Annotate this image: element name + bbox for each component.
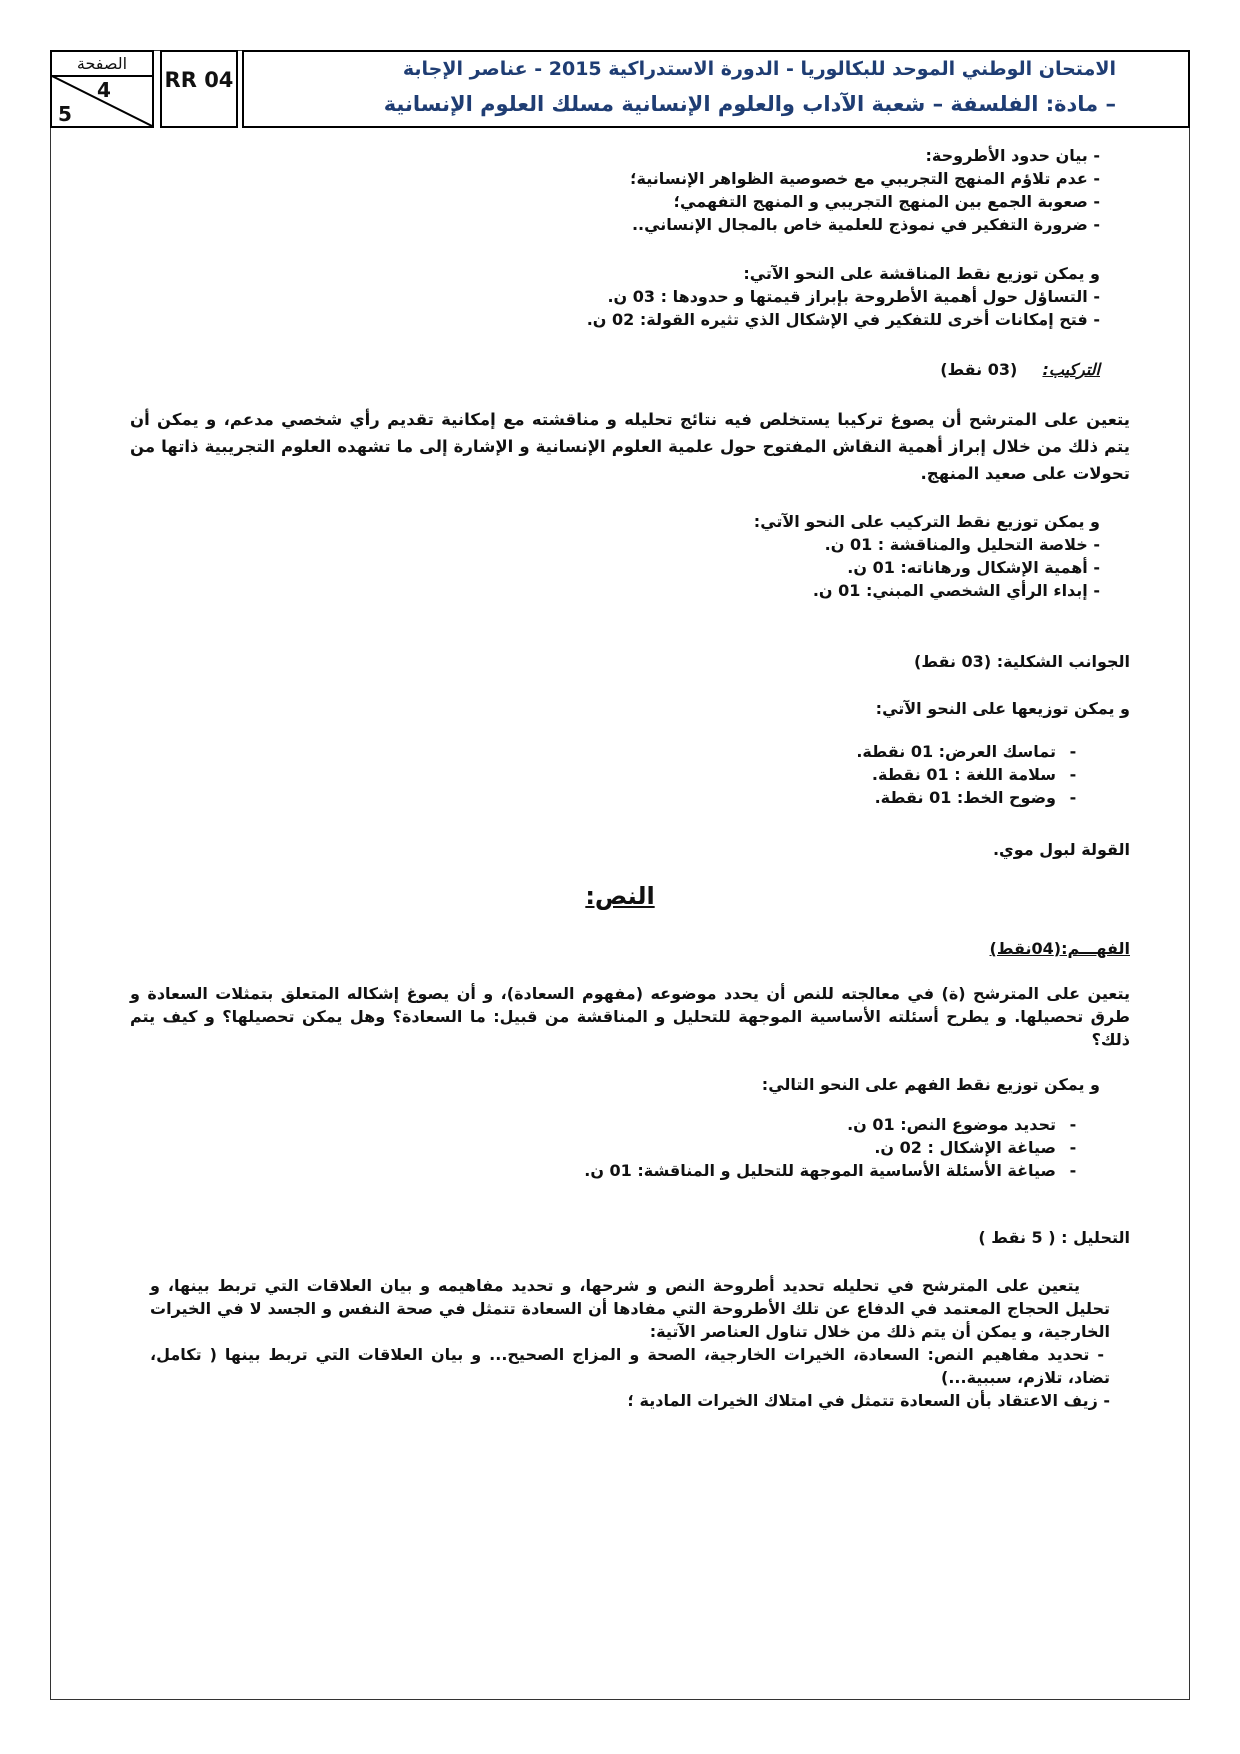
text-section-title: النص: xyxy=(585,882,655,910)
limits-intro: - بيان حدود الأطروحة: xyxy=(925,146,1100,165)
synthesis-item: - إبداء الرأي الشخصي المبني: 01 ن. xyxy=(812,581,1100,600)
limits-item: - عدم تلاؤم المنهج التجريبي مع خصوصية الظواهر الإنسانية؛ xyxy=(630,169,1100,188)
limits-item: - ضرورة التفكير في نموذج للعلمية خاص بالمجال الإنساني.. xyxy=(631,215,1100,234)
synthesis-points: (03 نقط) xyxy=(940,360,1018,379)
discussion-item: - التساؤل حول أهمية الأطروحة بإبراز قيمتها و حدودها : 03 ن. xyxy=(607,287,1100,306)
synthesis-heading-row xyxy=(130,358,1130,381)
quote-author: القولة لبول موي. xyxy=(992,840,1130,859)
page-current: 4 xyxy=(97,78,111,102)
comprehension-items xyxy=(130,1113,1130,1182)
synthesis-item: - خلاصة التحليل والمناقشة : 01 ن. xyxy=(824,535,1100,554)
formal-heading: الجوانب الشكلية: (03 نقط) xyxy=(914,652,1130,671)
comprehension-heading-row xyxy=(130,937,1130,960)
discussion-intro: و يمكن توزيع نقط المناقشة على النحو الآتي: xyxy=(743,264,1100,283)
page-number-box xyxy=(50,50,154,128)
page-label: الصفحة xyxy=(52,53,152,77)
synthesis-paragraph: يتعين على المترشح أن يصوغ تركيبا يستخلص فيه نتائج تحليله و مناقشته مع إمكانية تقديم رأي شخصي مدعم، و يمكن أن يتم ذلك من خلال إبراز أهمية النقاش المفتوح حول علمية العلوم الإنسانية و الإشارة إلى ما تشهده العلوم التجريبية ذاتها من تحولات على صعيد المنهج. xyxy=(130,410,1130,483)
comprehension-item: - صياغة الإشكال : 02 ن. xyxy=(874,1138,1077,1157)
analysis-paragraph: يتعين على المترشح في تحليله تحديد أطروحة النص و شرحها، و تحديد مفاهيمه و بيان العلاقات التي تربط بينها، و تحليل الحجاج المعتمد في الدفاع عن تلك الأطروحة التي مفادها أن السعادة تتمثل في صحة النفس و الجسد لا في الخيرات الخارجية، و يمكن أن يتم ذلك من خلال تناول العناصر الآتية: xyxy=(150,1276,1110,1341)
formal-item: - تماسك العرض: 01 نقطة. xyxy=(856,742,1077,761)
formal-item: - سلامة اللغة : 01 نقطة. xyxy=(871,765,1077,784)
comprehension-dist-intro: و يمكن توزيع نقط الفهم على النحو التالي: xyxy=(761,1075,1100,1094)
exam-code: RR 04 xyxy=(160,50,238,128)
formal-items xyxy=(130,740,1130,809)
analysis-item: - زيف الاعتقاد بأن السعادة تتمثل في امتلاك الخيرات المادية ؛ xyxy=(627,1391,1110,1410)
limits-item: - صعوبة الجمع بين المنهج التجريبي و المنهج التفهمي؛ xyxy=(673,192,1100,211)
title-line-1: الامتحان الوطني الموحد للبكالوريا - الدورة الاستدراكية 2015 - عناصر الإجابة xyxy=(402,58,1116,80)
comprehension-item: - صياغة الأسئلة الأساسية الموجهة للتحليل و المناقشة: 01 ن. xyxy=(584,1161,1077,1180)
analysis-item: - تحديد مفاهيم النص: السعادة، الخيرات الخارجية، الصحة و المزاج الصحيح... و بيان العلاقات التي تربط بينها ( تكامل، تضاد، تلازم، سببية...) xyxy=(150,1345,1110,1387)
discussion-points xyxy=(130,262,1130,331)
discussion-item: - فتح إمكانات أخرى للتفكير في الإشكال الذي تثيره القولة: 02 ن. xyxy=(586,310,1100,329)
analysis-heading: التحليل : ( 5 نقط ) xyxy=(978,1228,1130,1247)
synthesis-item: - أهمية الإشكال ورهاناته: 01 ن. xyxy=(847,558,1100,577)
synthesis-heading: التركيب: xyxy=(1042,360,1100,379)
comprehension-paragraph: يتعين على المترشح (ة) في معالجته للنص أن يحدد موضوعه (مفهوم السعادة)، و أن يصوغ إشكاله المتعلق بتمثلات السعادة و طرق تحصيلها. و يطرح أسئلته الأساسية الموجهة للتحليل و المناقشة من قبيل: ما السعادة؟ وهل يمكن تحصيلها؟ و كيف يتم ذلك؟ xyxy=(130,984,1130,1049)
formal-dist-intro: و يمكن توزيعها على النحو الآتي: xyxy=(875,699,1130,718)
synthesis-distribution xyxy=(130,510,1130,602)
synthesis-dist-intro: و يمكن توزيع نقط التركيب على النحو الآتي: xyxy=(753,512,1100,531)
comprehension-item: - تحديد موضوع النص: 01 ن. xyxy=(847,1115,1077,1134)
page-total: 5 xyxy=(58,102,72,126)
formal-item: - وضوح الخط: 01 نقطة. xyxy=(874,788,1077,807)
title-line-2: – مادة: الفلسفة – شعبة الآداب والعلوم الإنسانية مسلك العلوم الإنسانية xyxy=(383,92,1116,116)
limits-section xyxy=(130,144,1130,236)
title-box xyxy=(242,50,1190,128)
comprehension-heading: الفهـــم:(04نقط) xyxy=(989,939,1130,958)
exam-header xyxy=(50,50,1190,128)
